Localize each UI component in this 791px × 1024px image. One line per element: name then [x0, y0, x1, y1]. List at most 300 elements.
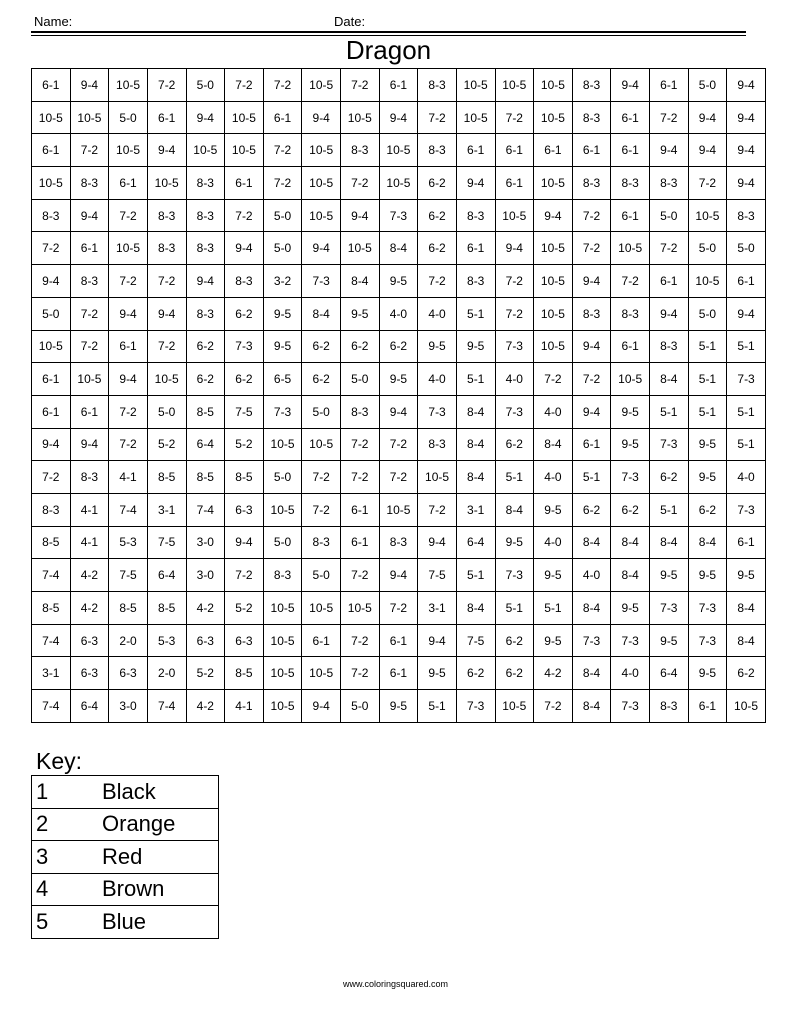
grid-cell[interactable]: 6-1 [611, 134, 650, 167]
grid-cell[interactable]: 4-2 [70, 592, 109, 625]
grid-cell[interactable]: 8-3 [572, 167, 611, 200]
grid-cell[interactable]: 10-5 [263, 624, 302, 657]
grid-cell[interactable]: 7-2 [109, 395, 148, 428]
grid-cell[interactable]: 5-1 [456, 363, 495, 396]
grid-cell[interactable]: 7-2 [109, 199, 148, 232]
grid-cell[interactable]: 7-2 [418, 265, 457, 298]
grid-cell[interactable]: 5-1 [727, 395, 766, 428]
grid-cell[interactable]: 10-5 [611, 363, 650, 396]
grid-cell[interactable]: 9-4 [688, 134, 727, 167]
grid-cell[interactable]: 9-4 [225, 526, 264, 559]
grid-cell[interactable]: 10-5 [688, 265, 727, 298]
grid-cell[interactable]: 7-2 [341, 559, 380, 592]
grid-cell[interactable]: 10-5 [263, 690, 302, 723]
grid-cell[interactable]: 9-4 [186, 101, 225, 134]
grid-cell[interactable]: 10-5 [534, 69, 573, 102]
grid-cell[interactable]: 8-4 [456, 428, 495, 461]
grid-cell[interactable]: 10-5 [534, 265, 573, 298]
grid-cell[interactable]: 6-1 [341, 493, 380, 526]
grid-cell[interactable]: 9-5 [263, 330, 302, 363]
grid-cell[interactable]: 10-5 [611, 232, 650, 265]
grid-cell[interactable]: 7-2 [147, 265, 186, 298]
grid-cell[interactable]: 7-2 [534, 690, 573, 723]
grid-cell[interactable]: 5-0 [688, 232, 727, 265]
grid-cell[interactable]: 8-3 [186, 167, 225, 200]
grid-cell[interactable]: 7-2 [572, 363, 611, 396]
grid-cell[interactable]: 6-1 [32, 363, 71, 396]
grid-cell[interactable]: 7-3 [688, 624, 727, 657]
grid-cell[interactable]: 10-5 [379, 134, 418, 167]
grid-cell[interactable]: 6-2 [650, 461, 689, 494]
grid-cell[interactable]: 4-1 [70, 526, 109, 559]
grid-cell[interactable]: 7-3 [456, 690, 495, 723]
grid-cell[interactable]: 6-1 [70, 395, 109, 428]
grid-cell[interactable]: 7-2 [70, 134, 109, 167]
grid-cell[interactable]: 6-2 [727, 657, 766, 690]
grid-cell[interactable]: 9-4 [727, 297, 766, 330]
grid-cell[interactable]: 7-3 [611, 624, 650, 657]
grid-cell[interactable]: 7-2 [688, 167, 727, 200]
grid-cell[interactable]: 8-4 [727, 592, 766, 625]
grid-cell[interactable]: 5-0 [263, 526, 302, 559]
grid-cell[interactable]: 5-1 [534, 592, 573, 625]
grid-cell[interactable]: 8-3 [650, 167, 689, 200]
grid-cell[interactable]: 6-3 [70, 657, 109, 690]
grid-cell[interactable]: 8-5 [186, 461, 225, 494]
grid-cell[interactable]: 5-0 [186, 69, 225, 102]
grid-cell[interactable]: 7-2 [225, 69, 264, 102]
grid-cell[interactable]: 6-3 [70, 624, 109, 657]
grid-cell[interactable]: 6-2 [379, 330, 418, 363]
grid-cell[interactable]: 8-3 [611, 167, 650, 200]
grid-cell[interactable]: 8-4 [379, 232, 418, 265]
grid-cell[interactable]: 10-5 [70, 363, 109, 396]
grid-cell[interactable]: 8-4 [302, 297, 341, 330]
grid-cell[interactable]: 7-3 [495, 330, 534, 363]
grid-cell[interactable]: 7-2 [495, 297, 534, 330]
grid-cell[interactable]: 6-1 [727, 265, 766, 298]
grid-cell[interactable]: 8-5 [147, 461, 186, 494]
grid-cell[interactable]: 6-2 [418, 167, 457, 200]
grid-cell[interactable]: 10-5 [263, 592, 302, 625]
grid-cell[interactable]: 7-2 [379, 592, 418, 625]
grid-cell[interactable]: 6-2 [456, 657, 495, 690]
grid-cell[interactable]: 6-1 [611, 101, 650, 134]
grid-cell[interactable]: 9-4 [495, 232, 534, 265]
grid-cell[interactable]: 8-4 [495, 493, 534, 526]
grid-cell[interactable]: 9-4 [109, 363, 148, 396]
grid-cell[interactable]: 5-0 [650, 199, 689, 232]
grid-cell[interactable]: 9-4 [727, 69, 766, 102]
grid-cell[interactable]: 7-2 [302, 493, 341, 526]
grid-cell[interactable]: 5-2 [186, 657, 225, 690]
grid-cell[interactable]: 10-5 [263, 493, 302, 526]
grid-cell[interactable]: 6-2 [186, 363, 225, 396]
grid-cell[interactable]: 5-0 [109, 101, 148, 134]
grid-cell[interactable]: 5-1 [495, 461, 534, 494]
grid-cell[interactable]: 8-5 [225, 461, 264, 494]
grid-cell[interactable]: 9-4 [611, 69, 650, 102]
grid-cell[interactable]: 9-5 [650, 624, 689, 657]
grid-cell[interactable]: 6-1 [109, 330, 148, 363]
grid-cell[interactable]: 7-3 [379, 199, 418, 232]
grid-cell[interactable]: 8-3 [650, 330, 689, 363]
grid-cell[interactable]: 8-3 [32, 199, 71, 232]
grid-cell[interactable]: 7-3 [650, 428, 689, 461]
grid-cell[interactable]: 3-0 [186, 526, 225, 559]
grid-cell[interactable]: 8-4 [611, 526, 650, 559]
grid-cell[interactable]: 3-0 [186, 559, 225, 592]
grid-cell[interactable]: 9-4 [727, 134, 766, 167]
grid-cell[interactable]: 4-2 [186, 592, 225, 625]
grid-cell[interactable]: 7-2 [302, 461, 341, 494]
grid-cell[interactable]: 9-4 [418, 526, 457, 559]
grid-cell[interactable]: 5-0 [32, 297, 71, 330]
grid-cell[interactable]: 7-2 [70, 330, 109, 363]
grid-cell[interactable]: 9-4 [302, 101, 341, 134]
grid-cell[interactable]: 9-5 [418, 330, 457, 363]
grid-cell[interactable]: 7-2 [32, 461, 71, 494]
grid-cell[interactable]: 7-4 [147, 690, 186, 723]
grid-cell[interactable]: 6-2 [572, 493, 611, 526]
grid-cell[interactable]: 8-3 [572, 297, 611, 330]
grid-cell[interactable]: 6-1 [32, 69, 71, 102]
grid-cell[interactable]: 5-2 [225, 592, 264, 625]
grid-cell[interactable]: 9-5 [263, 297, 302, 330]
grid-cell[interactable]: 6-4 [70, 690, 109, 723]
grid-cell[interactable]: 8-3 [611, 297, 650, 330]
grid-cell[interactable]: 8-3 [186, 232, 225, 265]
grid-cell[interactable]: 6-1 [225, 167, 264, 200]
grid-cell[interactable]: 5-1 [418, 690, 457, 723]
grid-cell[interactable]: 7-3 [727, 493, 766, 526]
grid-cell[interactable]: 9-5 [534, 493, 573, 526]
grid-cell[interactable]: 9-5 [688, 461, 727, 494]
grid-cell[interactable]: 6-1 [263, 101, 302, 134]
grid-cell[interactable]: 10-5 [495, 199, 534, 232]
grid-cell[interactable]: 8-5 [147, 592, 186, 625]
grid-cell[interactable]: 8-4 [534, 428, 573, 461]
grid-cell[interactable]: 7-2 [495, 265, 534, 298]
grid-cell[interactable]: 6-2 [495, 428, 534, 461]
grid-cell[interactable]: 7-2 [495, 101, 534, 134]
grid-cell[interactable]: 10-5 [534, 232, 573, 265]
grid-cell[interactable]: 8-3 [147, 232, 186, 265]
grid-cell[interactable]: 6-1 [650, 265, 689, 298]
grid-cell[interactable]: 5-1 [688, 330, 727, 363]
grid-cell[interactable]: 6-1 [70, 232, 109, 265]
grid-cell[interactable]: 5-1 [495, 592, 534, 625]
grid-cell[interactable]: 7-2 [341, 428, 380, 461]
grid-cell[interactable]: 10-5 [147, 363, 186, 396]
grid-cell[interactable]: 7-2 [341, 69, 380, 102]
grid-cell[interactable]: 9-5 [495, 526, 534, 559]
grid-cell[interactable]: 10-5 [302, 167, 341, 200]
grid-cell[interactable]: 6-1 [534, 134, 573, 167]
grid-cell[interactable]: 7-2 [341, 461, 380, 494]
grid-cell[interactable]: 5-1 [456, 297, 495, 330]
grid-cell[interactable]: 6-3 [225, 624, 264, 657]
grid-cell[interactable]: 8-5 [225, 657, 264, 690]
grid-cell[interactable]: 8-3 [341, 134, 380, 167]
grid-cell[interactable]: 4-0 [534, 461, 573, 494]
grid-cell[interactable]: 9-5 [650, 559, 689, 592]
grid-cell[interactable]: 5-1 [727, 330, 766, 363]
grid-cell[interactable]: 8-3 [70, 461, 109, 494]
grid-cell[interactable]: 9-5 [379, 265, 418, 298]
grid-cell[interactable]: 4-0 [418, 297, 457, 330]
grid-cell[interactable]: 7-3 [688, 592, 727, 625]
grid-cell[interactable]: 5-2 [225, 428, 264, 461]
grid-cell[interactable]: 7-2 [225, 559, 264, 592]
grid-cell[interactable]: 8-5 [109, 592, 148, 625]
grid-cell[interactable]: 5-1 [572, 461, 611, 494]
grid-cell[interactable]: 8-3 [418, 134, 457, 167]
grid-cell[interactable]: 6-1 [495, 167, 534, 200]
grid-cell[interactable]: 8-4 [688, 526, 727, 559]
grid-cell[interactable]: 10-5 [302, 428, 341, 461]
grid-cell[interactable]: 7-5 [456, 624, 495, 657]
grid-cell[interactable]: 5-1 [688, 395, 727, 428]
grid-cell[interactable]: 6-1 [379, 69, 418, 102]
grid-cell[interactable]: 9-5 [456, 330, 495, 363]
grid-cell[interactable]: 6-2 [495, 657, 534, 690]
grid-cell[interactable]: 4-0 [572, 559, 611, 592]
grid-cell[interactable]: 8-3 [418, 69, 457, 102]
grid-cell[interactable]: 7-2 [225, 199, 264, 232]
grid-cell[interactable]: 9-5 [611, 428, 650, 461]
grid-cell[interactable]: 5-2 [147, 428, 186, 461]
grid-cell[interactable]: 7-5 [225, 395, 264, 428]
grid-cell[interactable]: 5-1 [688, 363, 727, 396]
grid-cell[interactable]: 8-3 [456, 265, 495, 298]
grid-cell[interactable]: 7-2 [379, 461, 418, 494]
grid-cell[interactable]: 7-2 [572, 232, 611, 265]
grid-cell[interactable]: 8-3 [456, 199, 495, 232]
grid-cell[interactable]: 8-3 [186, 199, 225, 232]
grid-cell[interactable]: 9-4 [379, 559, 418, 592]
grid-cell[interactable]: 7-2 [109, 265, 148, 298]
grid-cell[interactable]: 7-3 [572, 624, 611, 657]
grid-cell[interactable]: 10-5 [225, 134, 264, 167]
grid-cell[interactable]: 8-3 [70, 167, 109, 200]
grid-cell[interactable]: 7-2 [263, 167, 302, 200]
grid-cell[interactable]: 6-2 [225, 363, 264, 396]
grid-cell[interactable]: 8-3 [650, 690, 689, 723]
grid-cell[interactable]: 7-2 [611, 265, 650, 298]
grid-cell[interactable]: 9-4 [534, 199, 573, 232]
grid-cell[interactable]: 9-4 [32, 265, 71, 298]
grid-cell[interactable]: 9-4 [147, 134, 186, 167]
grid-cell[interactable]: 8-3 [147, 199, 186, 232]
grid-cell[interactable]: 10-5 [418, 461, 457, 494]
grid-cell[interactable]: 9-4 [70, 428, 109, 461]
grid-cell[interactable]: 7-2 [379, 428, 418, 461]
grid-cell[interactable]: 7-3 [495, 559, 534, 592]
grid-cell[interactable]: 5-3 [147, 624, 186, 657]
grid-cell[interactable]: 9-4 [650, 134, 689, 167]
grid-cell[interactable]: 8-3 [186, 297, 225, 330]
grid-cell[interactable]: 10-5 [109, 69, 148, 102]
grid-cell[interactable]: 7-2 [418, 493, 457, 526]
grid-cell[interactable]: 7-2 [263, 69, 302, 102]
grid-cell[interactable]: 5-0 [263, 461, 302, 494]
grid-cell[interactable]: 6-2 [688, 493, 727, 526]
grid-cell[interactable]: 7-2 [32, 232, 71, 265]
grid-cell[interactable]: 6-2 [186, 330, 225, 363]
grid-cell[interactable]: 7-2 [263, 134, 302, 167]
grid-cell[interactable]: 8-4 [341, 265, 380, 298]
grid-cell[interactable]: 10-5 [495, 69, 534, 102]
grid-cell[interactable]: 10-5 [109, 134, 148, 167]
grid-cell[interactable]: 9-4 [572, 330, 611, 363]
grid-cell[interactable]: 10-5 [341, 232, 380, 265]
grid-cell[interactable]: 3-2 [263, 265, 302, 298]
grid-cell[interactable]: 6-2 [418, 232, 457, 265]
grid-cell[interactable]: 10-5 [147, 167, 186, 200]
grid-cell[interactable]: 9-4 [572, 395, 611, 428]
grid-cell[interactable]: 9-5 [688, 657, 727, 690]
grid-cell[interactable]: 6-3 [225, 493, 264, 526]
grid-cell[interactable]: 7-4 [109, 493, 148, 526]
grid-cell[interactable]: 5-0 [341, 690, 380, 723]
grid-cell[interactable]: 10-5 [534, 167, 573, 200]
grid-cell[interactable]: 6-1 [572, 428, 611, 461]
grid-cell[interactable]: 7-2 [341, 624, 380, 657]
grid-cell[interactable]: 8-4 [456, 461, 495, 494]
grid-cell[interactable]: 10-5 [70, 101, 109, 134]
grid-cell[interactable]: 8-4 [572, 657, 611, 690]
grid-cell[interactable]: 9-4 [341, 199, 380, 232]
grid-cell[interactable]: 9-5 [688, 559, 727, 592]
grid-cell[interactable]: 9-4 [379, 101, 418, 134]
grid-cell[interactable]: 7-5 [418, 559, 457, 592]
grid-cell[interactable]: 8-4 [456, 395, 495, 428]
grid-cell[interactable]: 8-3 [379, 526, 418, 559]
grid-cell[interactable]: 9-5 [379, 690, 418, 723]
grid-cell[interactable]: 8-5 [186, 395, 225, 428]
grid-cell[interactable]: 4-1 [109, 461, 148, 494]
grid-cell[interactable]: 5-0 [263, 232, 302, 265]
grid-cell[interactable]: 10-5 [534, 330, 573, 363]
grid-cell[interactable]: 7-2 [650, 232, 689, 265]
grid-cell[interactable]: 6-1 [302, 624, 341, 657]
grid-cell[interactable]: 6-4 [650, 657, 689, 690]
grid-cell[interactable]: 10-5 [456, 101, 495, 134]
grid-cell[interactable]: 8-5 [32, 526, 71, 559]
grid-cell[interactable]: 7-3 [611, 690, 650, 723]
grid-cell[interactable]: 7-2 [341, 167, 380, 200]
grid-cell[interactable]: 9-5 [534, 559, 573, 592]
grid-cell[interactable]: 9-4 [727, 167, 766, 200]
grid-cell[interactable]: 7-4 [32, 559, 71, 592]
grid-cell[interactable]: 6-2 [341, 330, 380, 363]
grid-cell[interactable]: 7-2 [650, 101, 689, 134]
grid-cell[interactable]: 6-1 [611, 199, 650, 232]
grid-cell[interactable]: 5-1 [727, 428, 766, 461]
grid-cell[interactable]: 6-1 [650, 69, 689, 102]
grid-cell[interactable]: 3-0 [109, 690, 148, 723]
grid-cell[interactable]: 10-5 [302, 592, 341, 625]
grid-cell[interactable]: 9-4 [688, 101, 727, 134]
grid-cell[interactable]: 3-1 [418, 592, 457, 625]
grid-cell[interactable]: 10-5 [302, 69, 341, 102]
grid-cell[interactable]: 8-4 [611, 559, 650, 592]
grid-cell[interactable]: 6-2 [302, 363, 341, 396]
grid-cell[interactable]: 9-5 [727, 559, 766, 592]
grid-cell[interactable]: 6-1 [32, 134, 71, 167]
grid-cell[interactable]: 10-5 [263, 657, 302, 690]
grid-cell[interactable]: 9-4 [147, 297, 186, 330]
grid-cell[interactable]: 8-4 [456, 592, 495, 625]
grid-cell[interactable]: 9-4 [418, 624, 457, 657]
grid-cell[interactable]: 10-5 [109, 232, 148, 265]
grid-cell[interactable]: 8-4 [572, 526, 611, 559]
grid-cell[interactable]: 5-0 [727, 232, 766, 265]
grid-cell[interactable]: 5-1 [650, 493, 689, 526]
grid-cell[interactable]: 9-5 [611, 395, 650, 428]
grid-cell[interactable]: 5-3 [109, 526, 148, 559]
grid-cell[interactable]: 5-1 [456, 559, 495, 592]
grid-cell[interactable]: 9-4 [650, 297, 689, 330]
grid-cell[interactable]: 10-5 [302, 134, 341, 167]
grid-cell[interactable]: 10-5 [727, 690, 766, 723]
grid-cell[interactable]: 9-4 [572, 265, 611, 298]
grid-cell[interactable]: 6-4 [456, 526, 495, 559]
grid-cell[interactable]: 9-5 [341, 297, 380, 330]
grid-cell[interactable]: 8-4 [572, 690, 611, 723]
grid-cell[interactable]: 6-2 [611, 493, 650, 526]
grid-cell[interactable]: 2-0 [147, 657, 186, 690]
grid-cell[interactable]: 9-4 [32, 428, 71, 461]
grid-cell[interactable]: 6-5 [263, 363, 302, 396]
grid-cell[interactable]: 8-4 [650, 526, 689, 559]
grid-cell[interactable]: 4-2 [186, 690, 225, 723]
grid-cell[interactable]: 9-4 [379, 395, 418, 428]
grid-cell[interactable]: 5-0 [302, 395, 341, 428]
grid-cell[interactable]: 6-1 [495, 134, 534, 167]
grid-cell[interactable]: 7-4 [32, 690, 71, 723]
grid-cell[interactable]: 6-2 [302, 330, 341, 363]
grid-cell[interactable]: 6-1 [572, 134, 611, 167]
grid-cell[interactable]: 10-5 [379, 167, 418, 200]
grid-cell[interactable]: 9-4 [727, 101, 766, 134]
grid-cell[interactable]: 10-5 [263, 428, 302, 461]
grid-cell[interactable]: 5-1 [650, 395, 689, 428]
grid-cell[interactable]: 4-1 [225, 690, 264, 723]
grid-cell[interactable]: 2-0 [109, 624, 148, 657]
grid-cell[interactable]: 6-1 [727, 526, 766, 559]
grid-cell[interactable]: 4-2 [70, 559, 109, 592]
grid-cell[interactable]: 7-3 [225, 330, 264, 363]
grid-cell[interactable]: 9-5 [534, 624, 573, 657]
grid-cell[interactable]: 6-1 [147, 101, 186, 134]
grid-cell[interactable]: 6-4 [147, 559, 186, 592]
grid-cell[interactable]: 8-3 [225, 265, 264, 298]
grid-cell[interactable]: 8-3 [341, 395, 380, 428]
grid-cell[interactable]: 8-3 [572, 69, 611, 102]
grid-cell[interactable]: 7-2 [418, 101, 457, 134]
grid-cell[interactable]: 7-2 [534, 363, 573, 396]
grid-cell[interactable]: 8-4 [727, 624, 766, 657]
grid-cell[interactable]: 4-0 [727, 461, 766, 494]
grid-cell[interactable]: 9-5 [688, 428, 727, 461]
grid-cell[interactable]: 7-2 [70, 297, 109, 330]
grid-cell[interactable]: 4-0 [534, 526, 573, 559]
grid-cell[interactable]: 7-3 [611, 461, 650, 494]
grid-cell[interactable]: 7-3 [727, 363, 766, 396]
grid-cell[interactable]: 8-3 [32, 493, 71, 526]
